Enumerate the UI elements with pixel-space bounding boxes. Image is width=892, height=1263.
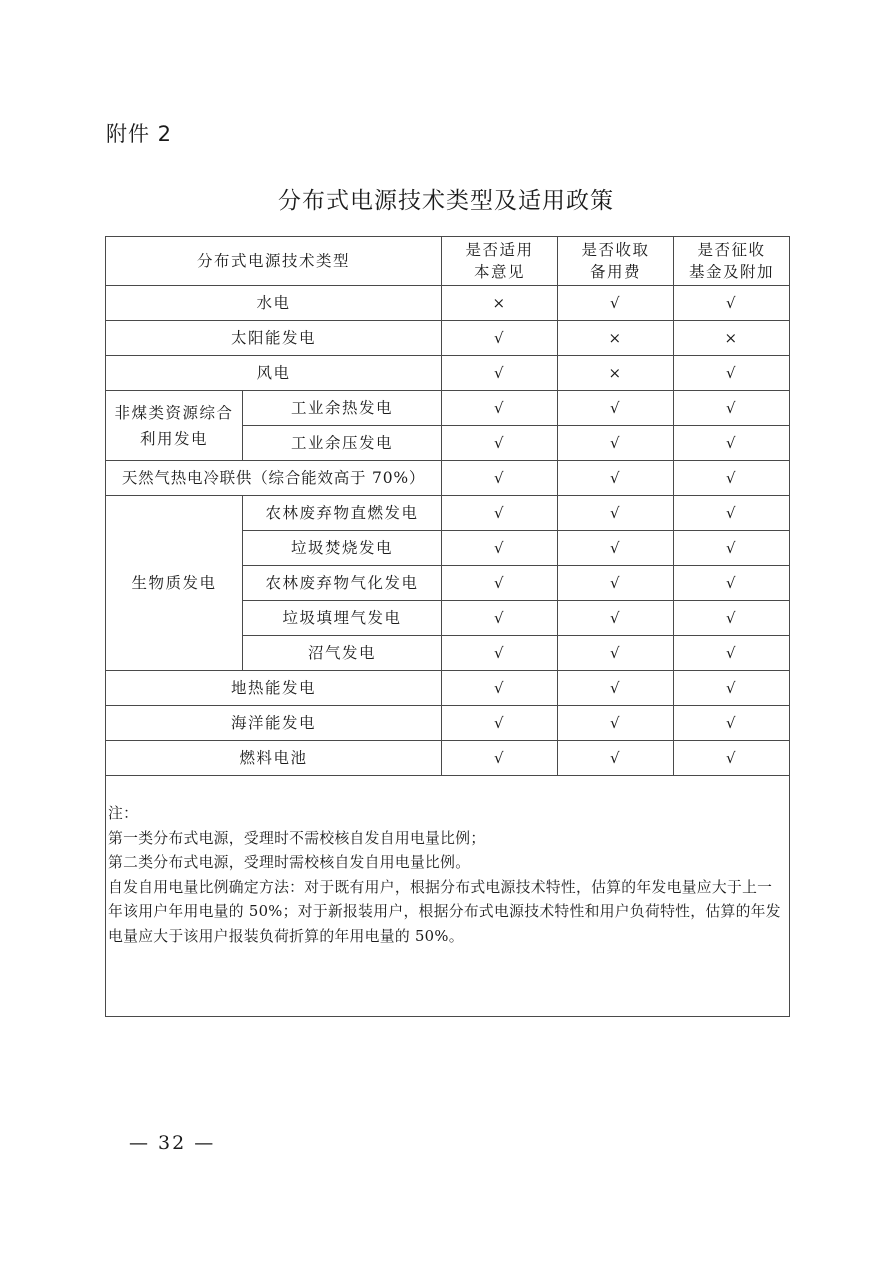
row-label: 地热能发电: [106, 671, 442, 706]
policy-table: [105, 236, 790, 1017]
mark-cell: √: [442, 741, 558, 776]
mark-cell: √: [558, 531, 674, 566]
row-label: 垃圾焚烧发电: [243, 531, 442, 566]
mark-cell: √: [558, 566, 674, 601]
mark-cell: √: [674, 496, 790, 531]
attachment-label: 附件 2: [106, 122, 173, 146]
notes-line-1: 第一类分布式电源，受理时不需校核自发自用电量比例；: [108, 829, 486, 847]
table-row: [106, 496, 790, 531]
header-applicable-line2: 本意见: [474, 263, 526, 281]
header-applicable: [442, 237, 558, 286]
notes-line-3: 自发自用电量比例确定方法：对于既有用户，根据分布式电源技术特性，估算的年发电量应大于上一年该用户年用电量的 50%；对于新报装用户，根据分布式电源技术特性和用户负荷特性，估算的年发电量应大于该用户报装负荷折算的年用电量的 50%。: [108, 878, 781, 945]
notes-row: [106, 776, 790, 1017]
row-label: 太阳能发电: [106, 321, 442, 356]
header-fund-line1: 是否征收: [697, 241, 766, 259]
mark-cell: √: [674, 426, 790, 461]
mark-cell: ×: [558, 356, 674, 391]
mark-cell: √: [674, 461, 790, 496]
mark-cell: √: [558, 426, 674, 461]
mark-cell: √: [674, 356, 790, 391]
mark-cell: √: [558, 601, 674, 636]
mark-cell: √: [442, 321, 558, 356]
mark-cell: √: [442, 391, 558, 426]
mark-cell: √: [442, 426, 558, 461]
table-row: [106, 741, 790, 776]
mark-cell: √: [442, 356, 558, 391]
table-row: [106, 286, 790, 321]
notes-line-2: 第二类分布式电源，受理时需校核自发自用电量比例。: [108, 854, 471, 871]
row-label: 农林废弃物直燃发电: [243, 496, 442, 531]
header-standby-line1: 是否收取: [581, 241, 650, 259]
row-label: 工业余压发电: [243, 426, 442, 461]
mark-cell: √: [674, 601, 790, 636]
mark-cell: √: [674, 671, 790, 706]
row-label: 水电: [106, 286, 442, 321]
row-label: 垃圾填埋气发电: [243, 601, 442, 636]
mark-cell: √: [674, 741, 790, 776]
table-row: [106, 461, 790, 496]
row-label: 天然气热电冷联供（综合能效高于 70%）: [106, 461, 442, 496]
table-row: [106, 391, 790, 426]
mark-cell: √: [558, 461, 674, 496]
mark-cell: ×: [442, 286, 558, 321]
mark-cell: √: [558, 286, 674, 321]
table-header-row: [106, 237, 790, 286]
row-label: 农林废弃物气化发电: [243, 566, 442, 601]
group-label-biomass: 生物质发电: [106, 496, 243, 671]
header-fund-surcharge: [674, 237, 790, 286]
header-standby-fee: [558, 237, 674, 286]
mark-cell: √: [558, 636, 674, 671]
mark-cell: √: [558, 706, 674, 741]
mark-cell: √: [442, 601, 558, 636]
document-title: 分布式电源技术类型及适用政策: [278, 188, 614, 214]
mark-cell: √: [558, 671, 674, 706]
mark-cell: √: [442, 461, 558, 496]
row-label: 风电: [106, 356, 442, 391]
mark-cell: √: [442, 706, 558, 741]
header-fund-line2: 基金及附加: [689, 263, 775, 281]
notes-heading: 注：: [108, 805, 139, 822]
mark-cell: √: [442, 496, 558, 531]
mark-cell: √: [674, 706, 790, 741]
table-row: [106, 321, 790, 356]
group-label-noncoal: [106, 391, 243, 461]
mark-cell: √: [442, 636, 558, 671]
mark-cell: ×: [674, 321, 790, 356]
mark-cell: √: [674, 531, 790, 566]
row-label: 燃料电池: [106, 741, 442, 776]
notes-cell: [106, 776, 790, 1017]
mark-cell: √: [558, 741, 674, 776]
mark-cell: √: [442, 531, 558, 566]
mark-cell: √: [674, 566, 790, 601]
mark-cell: √: [558, 496, 674, 531]
mark-cell: √: [442, 566, 558, 601]
mark-cell: √: [674, 286, 790, 321]
row-label: 海洋能发电: [106, 706, 442, 741]
mark-cell: √: [442, 671, 558, 706]
mark-cell: √: [558, 391, 674, 426]
page-number: — 32 —: [129, 1132, 216, 1154]
row-label: 工业余热发电: [243, 391, 442, 426]
table-row: [106, 356, 790, 391]
row-label: 沼气发电: [243, 636, 442, 671]
mark-cell: √: [674, 636, 790, 671]
header-type: 分布式电源技术类型: [106, 237, 442, 286]
group-noncoal-line1: 非煤类资源综合: [114, 403, 234, 422]
mark-cell: √: [674, 391, 790, 426]
group-noncoal-line2: 利用发电: [139, 429, 208, 448]
header-applicable-line1: 是否适用: [465, 241, 534, 259]
table-row: [106, 706, 790, 741]
table-row: [106, 671, 790, 706]
mark-cell: ×: [558, 321, 674, 356]
header-standby-line2: 备用费: [590, 263, 642, 281]
